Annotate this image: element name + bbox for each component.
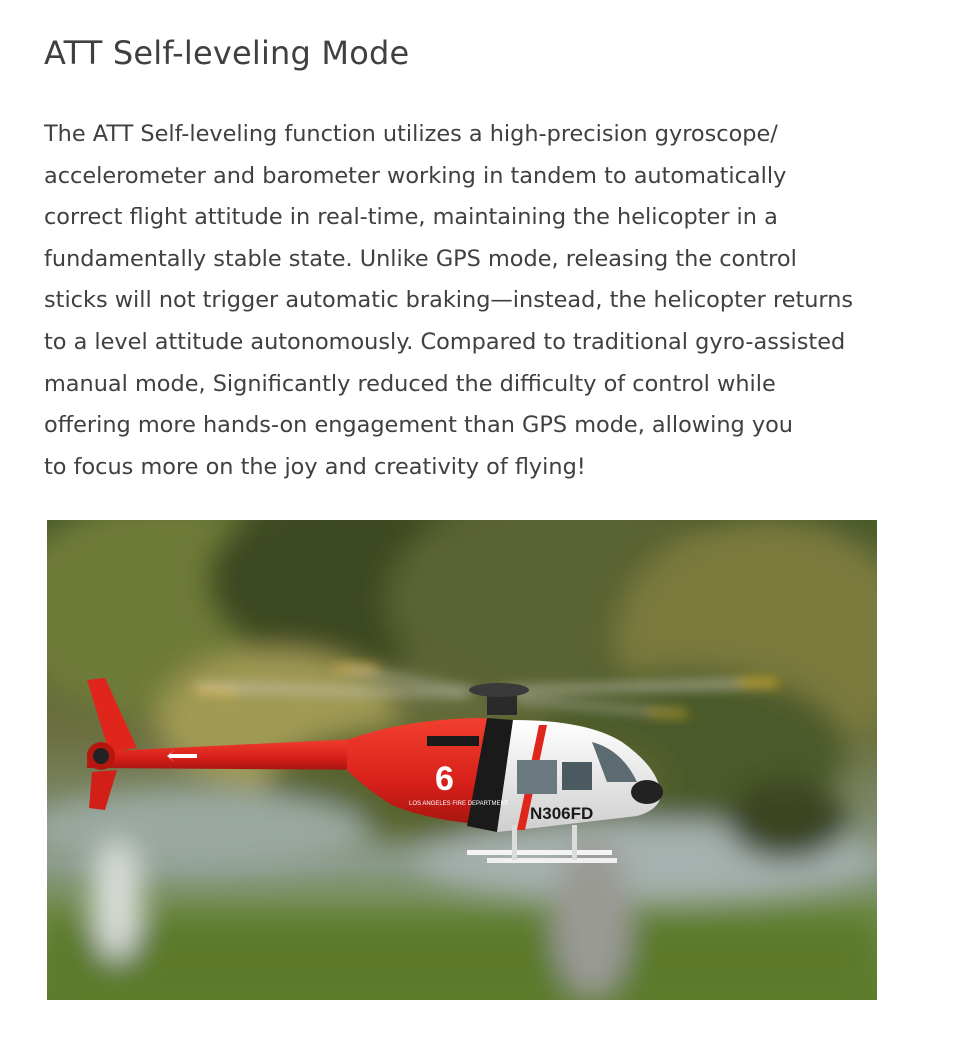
tail-number: N306FD <box>530 804 594 823</box>
paragraph-line: to a level attitude autonomously. Compared to traditional gyro-assisted <box>44 328 846 355</box>
livery-text: LOS ANGELES FIRE DEPARTMENT <box>409 801 509 807</box>
paragraph-line: to focus more on the joy and creativity of flying! <box>44 453 586 480</box>
paragraph-line: offering more hands-on engagement than GPS mode, allowing you <box>44 412 793 439</box>
page-title: ATT Self-leveling Mode <box>44 34 410 72</box>
paragraph-line: accelerometer and barometer working in tandem to automatically <box>44 162 787 189</box>
paragraph-line: The ATT Self-leveling function utilizes a high-precision gyroscope/ <box>44 121 778 147</box>
paragraph-line: fundamentally stable state. Unlike GPS mode, releasing the control <box>44 245 797 272</box>
paragraph-line: sticks will not trigger automatic braking—instead, the helicopter returns <box>44 287 854 314</box>
unit-number: 6 <box>435 760 454 798</box>
paragraph-line: manual mode, Significantly reduced the difficulty of control while <box>44 370 776 397</box>
helicopter-photo <box>47 520 877 1000</box>
paragraph-line: correct flight attitude in real-time, maintaining the helicopter in a <box>44 204 778 231</box>
description-paragraph <box>44 114 853 488</box>
